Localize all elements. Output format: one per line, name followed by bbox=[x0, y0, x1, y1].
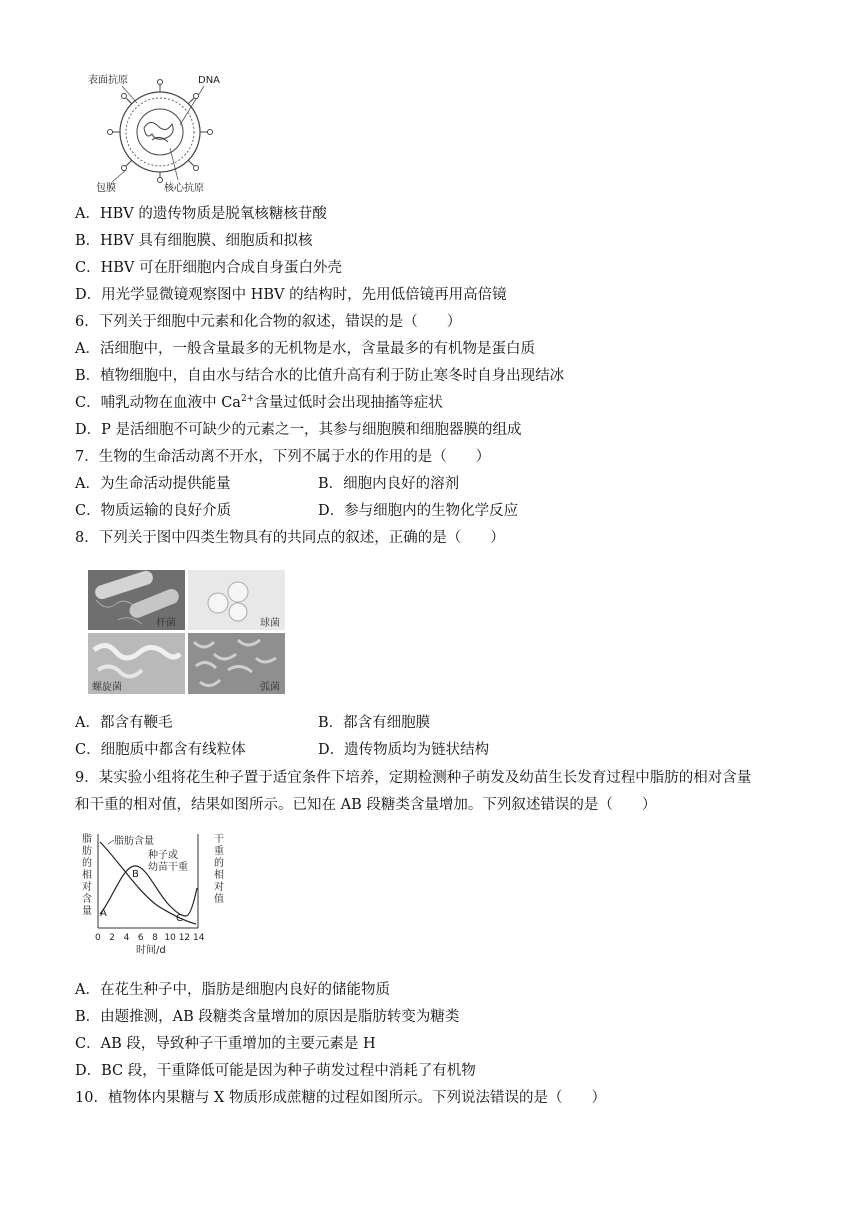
point-c-label: C bbox=[176, 913, 183, 924]
q6-stem: 6．下列关于细胞中元素和化合物的叙述，错误的是（ ） bbox=[75, 314, 462, 330]
x-tick-label: 12 bbox=[178, 933, 191, 943]
svg-text:干: 干 bbox=[214, 834, 224, 845]
q6-option-d: D．P 是活细胞不可缺少的元素之一，其参与细胞膜和细胞器膜的组成 bbox=[75, 422, 522, 438]
x-tick-label: 6 bbox=[137, 933, 144, 943]
right-axis-label bbox=[214, 833, 224, 905]
q9-option-a: A．在花生种子中，脂肪是细胞内良好的储能物质 bbox=[75, 982, 390, 998]
q9-stem-line2: 和干重的相对值，结果如图所示。已知在 AB 段糖类含量增加。下列叙述错误的是（ ） bbox=[75, 797, 657, 813]
q7-option-a: A．为生命活动提供能量 bbox=[75, 476, 231, 492]
dry-weight-curve bbox=[100, 866, 197, 916]
surface-spikes bbox=[108, 80, 213, 183]
svg-text:的: 的 bbox=[82, 858, 92, 869]
x-tick-label: 4 bbox=[123, 933, 130, 943]
x-ticks bbox=[95, 933, 205, 943]
q8-option-c: C．细胞质中都含有线粒体 bbox=[75, 742, 246, 758]
x-tick-label: 14 bbox=[193, 933, 205, 943]
svg-text:的: 的 bbox=[214, 858, 224, 869]
fat-dry-weight-chart bbox=[78, 830, 228, 958]
dry-weight-label-1: 种子或 bbox=[148, 850, 178, 861]
svg-text:对: 对 bbox=[214, 882, 224, 893]
svg-text:肪: 肪 bbox=[82, 846, 92, 857]
svg-text:脂: 脂 bbox=[82, 834, 92, 845]
spirillum-label: 螺旋菌 bbox=[92, 682, 122, 693]
x-tick-label: 2 bbox=[109, 933, 116, 943]
svg-text:对: 对 bbox=[82, 882, 92, 893]
dna-label: DNA bbox=[198, 75, 221, 86]
q9-option-b: B．由题推测，AB 段糖类含量增加的原因是脂肪转变为糖类 bbox=[75, 1009, 460, 1025]
svg-text:量: 量 bbox=[82, 906, 92, 917]
vibrio-label: 弧菌 bbox=[260, 682, 280, 693]
coccus-photo bbox=[188, 570, 285, 630]
q9-option-d: D．BC 段，干重降低可能是因为种子萌发过程中消耗了有机物 bbox=[75, 1063, 476, 1079]
x-axis-label: 时间/d bbox=[136, 945, 166, 956]
q5-option-a: A．HBV 的遗传物质是脱氧核糖核苷酸 bbox=[75, 206, 327, 222]
q5-option-d: D．用光学显微镜观察图中 HBV 的结构时，先用低倍镜再用高倍镜 bbox=[75, 287, 507, 303]
core-antigen-label: 核心抗原 bbox=[164, 183, 204, 194]
bacillus-label: 杆菌 bbox=[156, 618, 176, 629]
svg-text:值: 值 bbox=[214, 894, 224, 905]
q8-option-b: B．都含有细胞膜 bbox=[318, 715, 431, 731]
x-tick-label: 0 bbox=[95, 933, 101, 943]
q8-stem: 8．下列关于图中四类生物具有的共同点的叙述，正确的是（ ） bbox=[75, 530, 505, 546]
fat-curve-label: 脂肪含量 bbox=[114, 836, 154, 847]
left-axis-label bbox=[82, 832, 92, 917]
bacillus-photo bbox=[88, 570, 185, 630]
point-a-label: A bbox=[100, 908, 107, 919]
vibrio-photo bbox=[188, 633, 285, 694]
hbv-structure-figure bbox=[82, 70, 242, 195]
q9-option-c: C．AB 段，导致种子干重增加的主要元素是 H bbox=[75, 1036, 376, 1052]
q5-option-b: B．HBV 具有细胞膜、细胞质和拟核 bbox=[75, 233, 313, 249]
svg-text:相: 相 bbox=[82, 870, 92, 881]
svg-text:重: 重 bbox=[214, 846, 224, 857]
x-tick-label: 10 bbox=[164, 933, 176, 943]
q5-option-c: C．HBV 可在肝细胞内合成自身蛋白外壳 bbox=[75, 260, 342, 276]
svg-text:含: 含 bbox=[82, 894, 92, 905]
q6-option-c: C．哺乳动物在血液中 $Ca^{2+}$含量过低时会出现抽搐等症状 bbox=[75, 394, 443, 411]
coccus-label: 球菌 bbox=[260, 618, 280, 629]
q10-stem: 10．植物体内果糖与 X 物质形成蔗糖的过程如图所示。下列说法错误的是（ ） bbox=[75, 1090, 606, 1106]
q8-option-a: A．都含有鞭毛 bbox=[75, 715, 173, 731]
q9-stem-line1: 9．某实验小组将花生种子置于适宜条件下培养，定期检测种子萌发及幼苗生长发育过程中脂肪的相对含量 bbox=[75, 770, 752, 786]
q7-option-c: C．物质运输的良好介质 bbox=[75, 503, 232, 519]
point-b-label: B bbox=[132, 869, 139, 880]
q6-option-b: B．植物细胞中，自由水与结合水的比值升高有利于防止寒冬时自身出现结冰 bbox=[75, 368, 565, 384]
q7-option-b: B．细胞内良好的溶剂 bbox=[318, 476, 460, 492]
envelope-label: 包膜 bbox=[96, 183, 116, 194]
q6-option-a: A．活细胞中，一般含量最多的无机物是水，含量最多的有机物是蛋白质 bbox=[75, 341, 535, 357]
dry-weight-label-2: 幼苗干重 bbox=[148, 862, 188, 873]
bacteria-photo-grid bbox=[88, 570, 285, 694]
x-tick-label: 8 bbox=[152, 933, 158, 943]
q8-option-d: D．遗传物质均为链状结构 bbox=[318, 742, 490, 758]
q7-stem: 7．生物的生命活动离不开水，下列不属于水的作用的是（ ） bbox=[75, 449, 491, 465]
spirillum-photo bbox=[88, 633, 185, 694]
svg-text:相: 相 bbox=[214, 870, 224, 881]
q7-option-d: D．参与细胞内的生物化学反应 bbox=[318, 503, 519, 519]
surface-antigen-label: 表面抗原 bbox=[88, 75, 128, 86]
